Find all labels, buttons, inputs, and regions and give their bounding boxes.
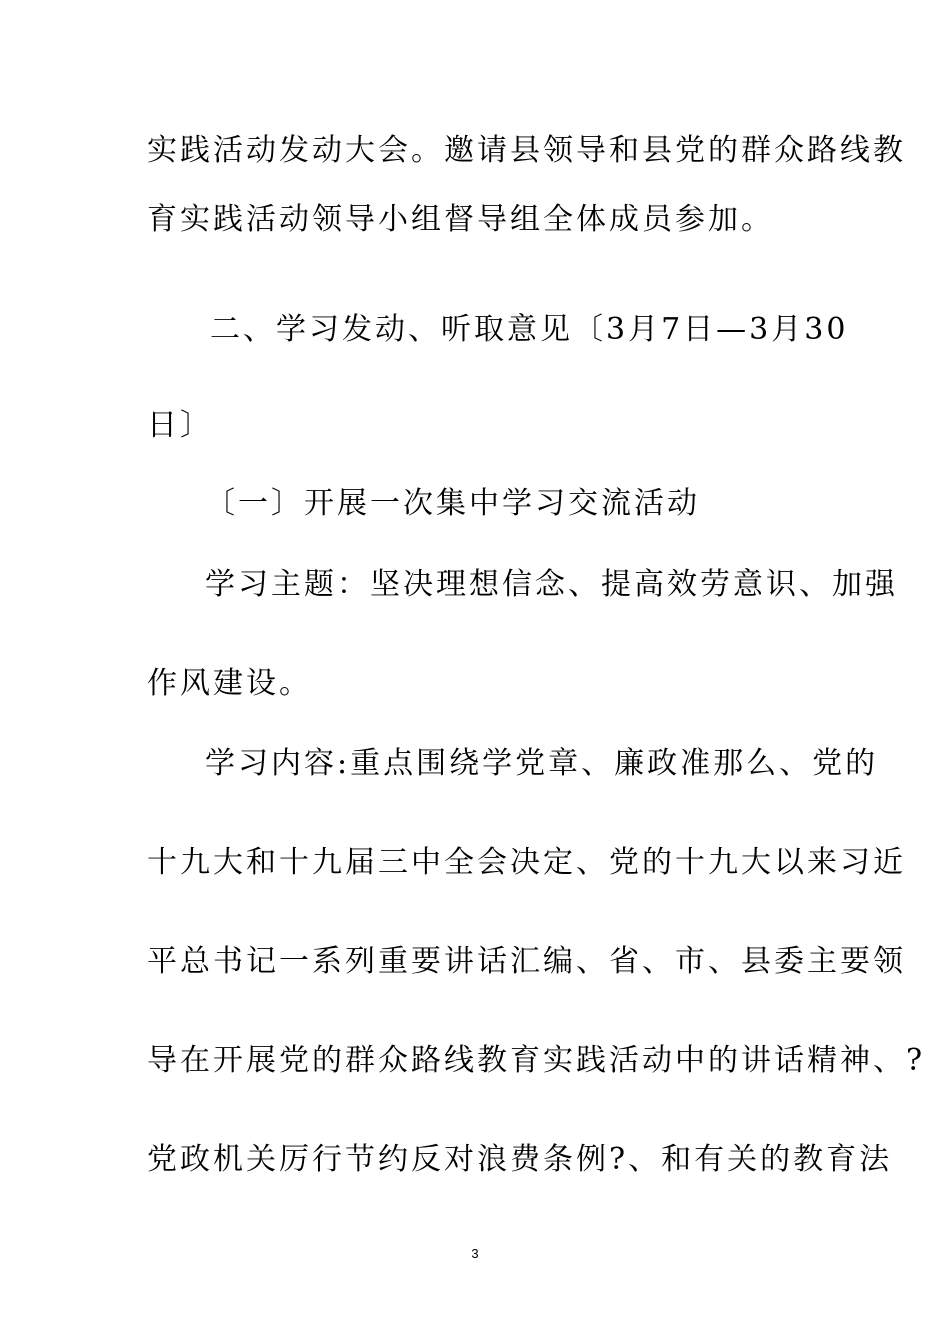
section-heading: 二、学习发动、听取意见〔3月7日—3月30 bbox=[210, 312, 849, 347]
page-number: 3 bbox=[471, 1246, 479, 1261]
paragraph-line: 导在开展党的群众路线教育实践活动中的讲话精神、? bbox=[147, 1043, 926, 1078]
section-heading-continuation: 日〕 bbox=[147, 408, 213, 443]
paragraph-line: 学习内容:重点围绕学党章、廉政准那么、党的 bbox=[205, 746, 879, 781]
paragraph-line: 作风建设。 bbox=[147, 666, 312, 701]
subsection-heading: 〔一〕开展一次集中学习交流活动 bbox=[205, 486, 700, 521]
paragraph-line: 十九大和十九届三中全会决定、党的十九大以来习近 bbox=[147, 845, 906, 880]
paragraph-line: 平总书记一系列重要讲话汇编、省、市、县委主要领 bbox=[147, 944, 906, 979]
paragraph-line: 实践活动发动大会。邀请县领导和县党的群众路线教 bbox=[147, 133, 906, 168]
paragraph-line: 党政机关厉行节约反对浪费条例?、和有关的教育法 bbox=[147, 1142, 893, 1177]
paragraph-line: 育实践活动领导小组督导组全体成员参加。 bbox=[147, 202, 774, 237]
paragraph-line: 学习主题：坚决理想信念、提高效劳意识、加强 bbox=[205, 567, 898, 602]
